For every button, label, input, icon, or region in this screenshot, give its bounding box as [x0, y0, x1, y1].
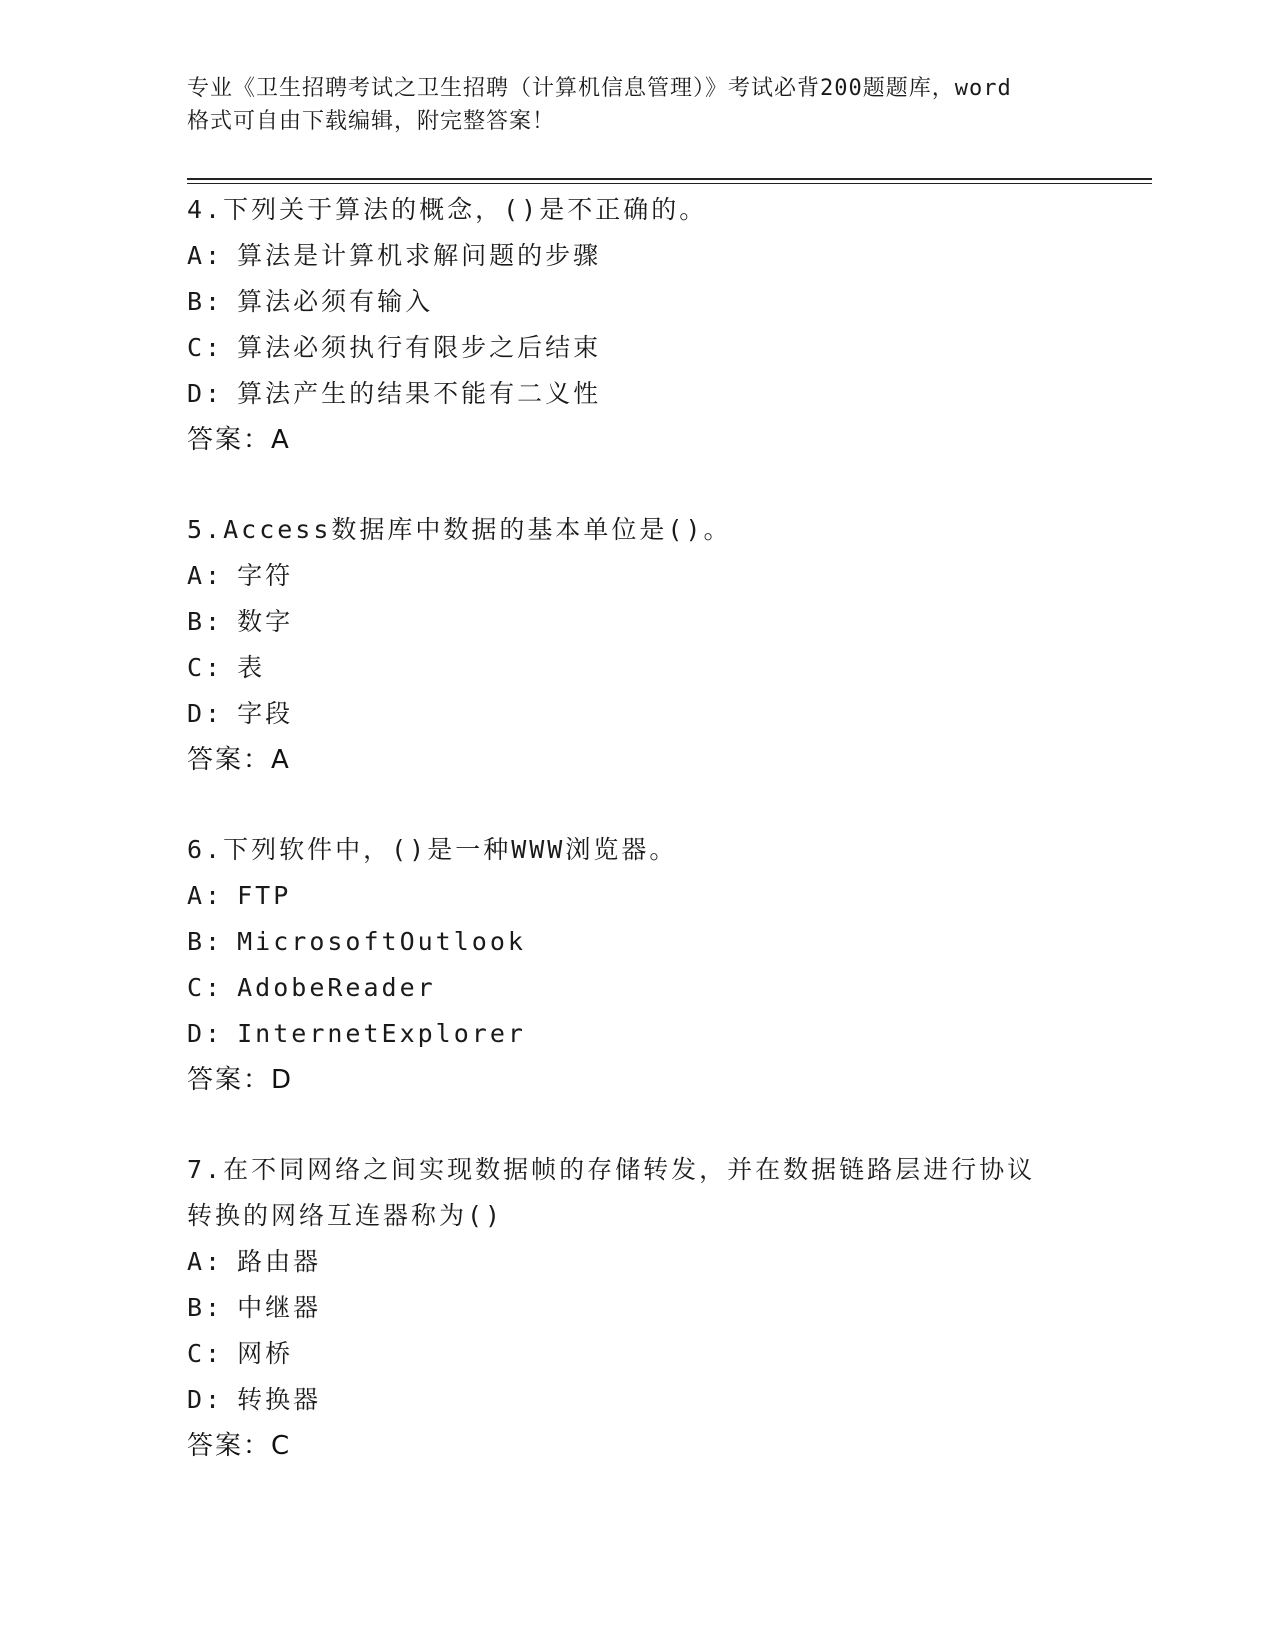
- option-text: 算法必须有输入: [237, 287, 434, 316]
- option-letter: A:: [187, 1247, 224, 1276]
- option-text: 转换器: [237, 1385, 322, 1414]
- option-text: 数字: [237, 607, 294, 636]
- answer-value: A: [271, 745, 289, 775]
- option-d: [187, 691, 1087, 737]
- answer-value: D: [271, 1065, 292, 1095]
- option-letter: C:: [187, 333, 224, 362]
- option-d: [187, 371, 1087, 417]
- answer-value: C: [271, 1431, 290, 1461]
- question-stem: 4.下列关于算法的概念，()是不正确的。: [187, 195, 708, 224]
- option-letter: C:: [187, 653, 224, 682]
- option-text: 算法产生的结果不能有二义性: [237, 379, 602, 408]
- option-text: InternetExplorer: [237, 1019, 526, 1048]
- header-line-1: 专业《卫生招聘考试之卫生招聘（计算机信息管理）》考试必背200题题库，word: [187, 76, 1012, 101]
- question-stem: 7.在不同网络之间实现数据帧的存储转发，并在数据链路层进行协议: [187, 1155, 1036, 1184]
- answer-line: [187, 1057, 1087, 1103]
- option-text: AdobeReader: [237, 973, 436, 1002]
- option-a: [187, 873, 1087, 919]
- question-block: [187, 507, 1087, 783]
- answer-value: A: [271, 425, 289, 455]
- option-text: FTP: [237, 881, 292, 910]
- option-letter: C:: [187, 1339, 224, 1368]
- option-text: 网桥: [237, 1339, 294, 1368]
- option-d: [187, 1011, 1087, 1057]
- option-b: [187, 279, 1087, 325]
- option-c: [187, 1331, 1087, 1377]
- option-a: [187, 233, 1087, 279]
- question-block: [187, 187, 1087, 463]
- option-text: 中继器: [237, 1293, 322, 1322]
- option-text: 表: [237, 653, 266, 682]
- option-letter: A:: [187, 561, 224, 590]
- header-line-2: 格式可自由下载编辑，附完整答案！: [187, 109, 556, 134]
- option-b: [187, 1285, 1087, 1331]
- option-text: 算法必须执行有限步之后结束: [237, 333, 602, 362]
- document-header: [187, 72, 1087, 138]
- question-stem: 6.下列软件中，()是一种WWW浏览器。: [187, 835, 678, 864]
- answer-label: 答案：: [187, 425, 272, 455]
- option-text: 字段: [237, 699, 294, 728]
- option-a: [187, 553, 1087, 599]
- option-text: 路由器: [237, 1247, 322, 1276]
- answer-line: [187, 1423, 1087, 1469]
- header-divider-thick: [187, 178, 1152, 180]
- option-letter: D:: [187, 1019, 224, 1048]
- option-b: [187, 599, 1087, 645]
- option-letter: B:: [187, 1293, 224, 1322]
- option-text: MicrosoftOutlook: [237, 927, 526, 956]
- option-c: [187, 645, 1087, 691]
- option-letter: A:: [187, 241, 224, 270]
- option-c: [187, 325, 1087, 371]
- answer-label: 答案：: [187, 1065, 272, 1095]
- question-stem: 5.Access数据库中数据的基本单位是()。: [187, 515, 732, 544]
- option-letter: B:: [187, 607, 224, 636]
- question-block: [187, 827, 1087, 1103]
- question-stem-continued: 转换的网络互连器称为(): [187, 1201, 504, 1230]
- option-letter: B:: [187, 287, 224, 316]
- answer-line: [187, 417, 1087, 463]
- option-d: [187, 1377, 1087, 1423]
- option-letter: D:: [187, 1385, 224, 1414]
- option-a: [187, 1239, 1087, 1285]
- question-block: [187, 1147, 1087, 1469]
- option-letter: D:: [187, 379, 224, 408]
- answer-label: 答案：: [187, 745, 272, 775]
- option-b: [187, 919, 1087, 965]
- option-c: [187, 965, 1087, 1011]
- option-letter: D:: [187, 699, 224, 728]
- option-text: 字符: [237, 561, 294, 590]
- option-letter: B:: [187, 927, 224, 956]
- header-divider-thin: [187, 183, 1152, 184]
- option-text: 算法是计算机求解问题的步骤: [237, 241, 602, 270]
- option-letter: C:: [187, 973, 224, 1002]
- answer-line: [187, 737, 1087, 783]
- answer-label: 答案：: [187, 1431, 272, 1461]
- option-letter: A:: [187, 881, 224, 910]
